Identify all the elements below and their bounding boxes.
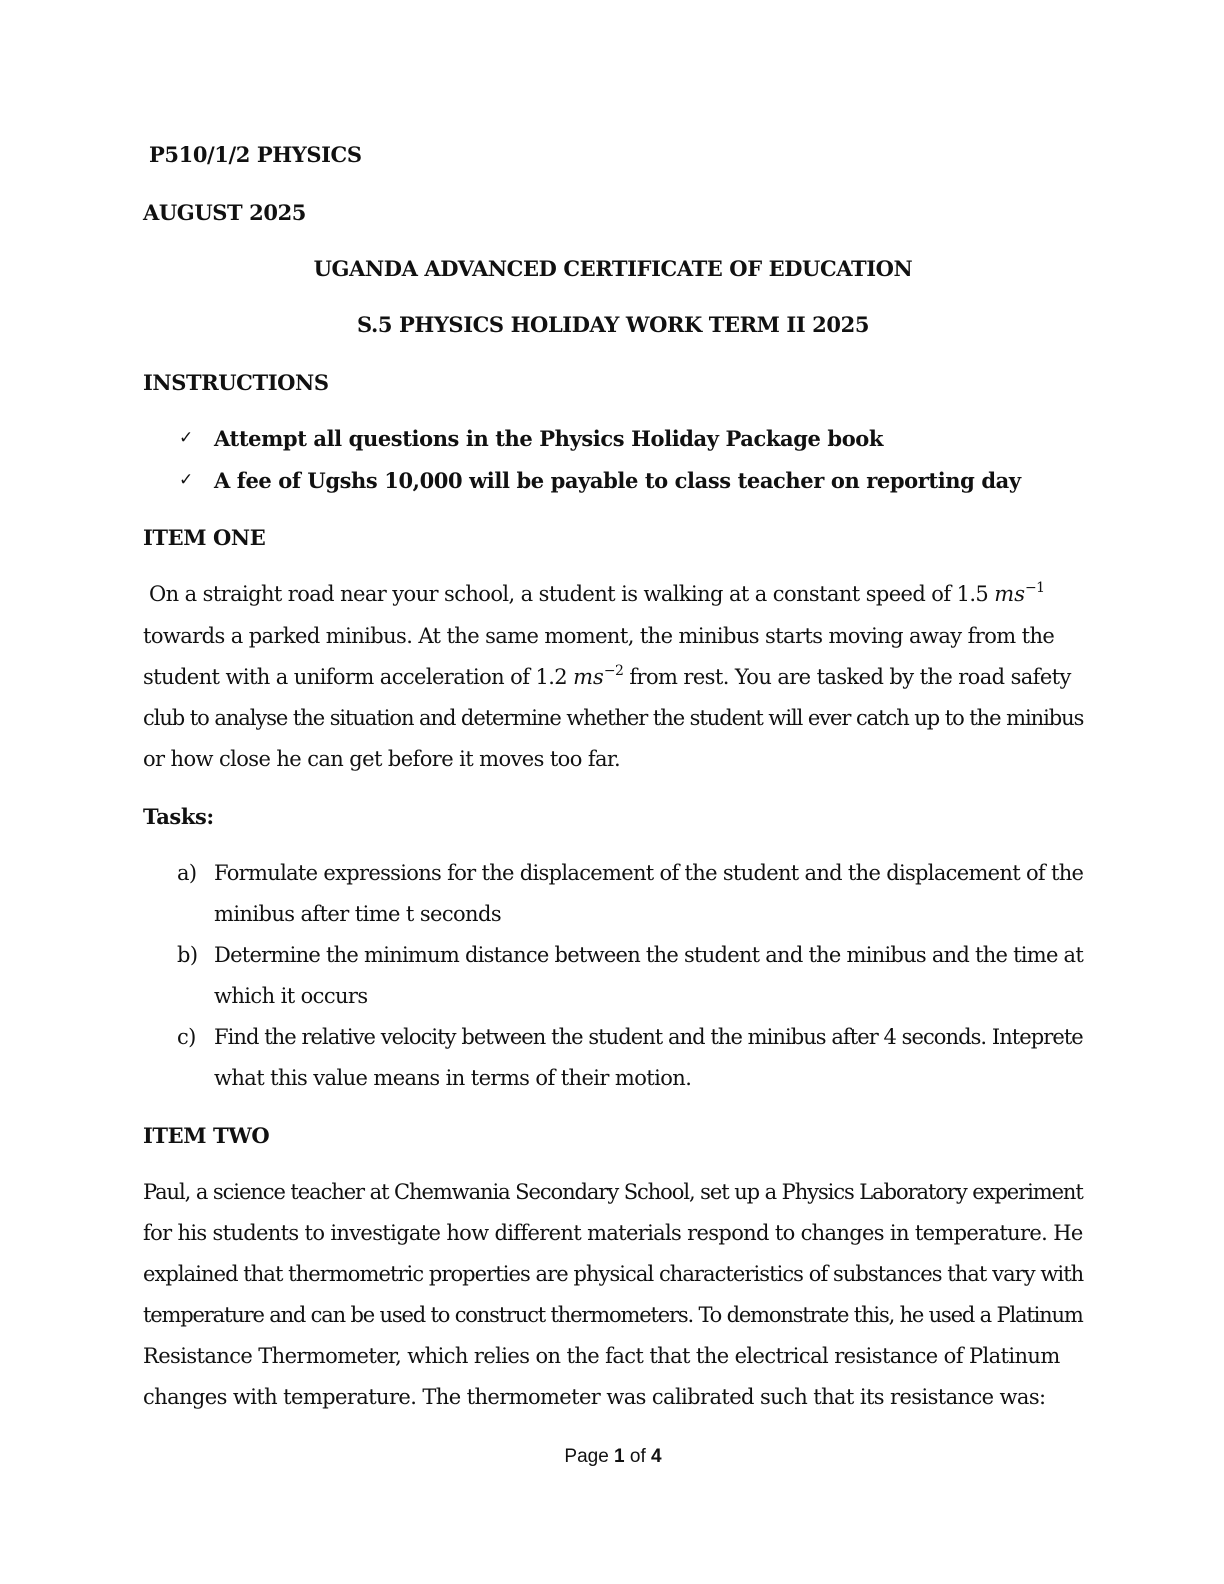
- paper-code: P510/1/2 PHYSICS: [149, 142, 362, 167]
- item-two-line: Resistance Thermometer, which relies on the fact that the electrical resistance of Platinum: [143, 1344, 1060, 1368]
- task-marker: a): [177, 861, 197, 885]
- item-two-line: changes with temperature. The thermometer was calibrated such that its resistance was:: [143, 1385, 1046, 1409]
- item-two-line: explained that thermometric properties are physical characteristics of substances that vary with: [143, 1262, 1084, 1286]
- check-icon: ✓: [179, 470, 194, 490]
- task-text: Formulate expressions for the displacement of the student and the displacement of the: [214, 861, 1084, 885]
- check-icon: ✓: [179, 428, 194, 448]
- total-pages: 4: [651, 1446, 662, 1467]
- document-title: S.5 PHYSICS HOLIDAY WORK TERM II 2025: [356, 312, 870, 337]
- acceleration-unit: ms: [573, 665, 604, 689]
- item-two-line: Paul, a science teacher at Chemwania Secondary School, set up a Physics Laboratory experiment: [143, 1180, 1083, 1204]
- exam-board: UGANDA ADVANCED CERTIFICATE OF EDUCATION: [313, 256, 913, 281]
- acceleration-value: 1.2: [535, 665, 568, 689]
- task-text: Find the relative velocity between the student and the minibus after 4 seconds. Inteprete: [214, 1025, 1083, 1049]
- item-one-text: student with a uniform acceleration of: [143, 665, 536, 689]
- speed-exponent: −1: [1024, 580, 1045, 596]
- page-number: [143, 1446, 1083, 1468]
- speed-value: 1.5: [956, 582, 989, 606]
- item-two-heading: ITEM TWO: [143, 1123, 270, 1148]
- task-marker: c): [177, 1025, 196, 1049]
- task-marker: b): [177, 943, 198, 967]
- speed-unit: ms: [994, 582, 1025, 606]
- item-one-line: [143, 665, 1071, 689]
- item-one-line: or how close he can get before it moves too far.: [143, 747, 621, 771]
- item-one-line: towards a parked minibus. At the same moment, the minibus starts moving away from the: [143, 624, 1055, 648]
- item-one-line: club to analyse the situation and determine whether the student will ever catch up to the minibus: [143, 706, 1084, 730]
- acceleration-exponent: −2: [603, 663, 624, 679]
- document-page: [143, 0, 1083, 1584]
- task-text: which it occurs: [214, 984, 368, 1008]
- task-text: minibus after time t seconds: [214, 902, 502, 926]
- tasks-heading: Tasks:: [143, 804, 214, 829]
- item-one-line: [149, 582, 1044, 606]
- task-text: Determine the minimum distance between the student and the minibus and the time at: [214, 943, 1084, 967]
- instruction-text: Attempt all questions in the Physics Holiday Package book: [214, 426, 884, 451]
- page-of-label: of: [624, 1446, 652, 1467]
- item-two-line: temperature and can be used to construct thermometers. To demonstrate this, he used a Platinum: [143, 1303, 1083, 1327]
- task-text: what this value means in terms of their motion.: [214, 1066, 692, 1090]
- instruction-text: A fee of Ugshs 10,000 will be payable to class teacher on reporting day: [214, 468, 1021, 493]
- item-one-text: from rest. You are tasked by the road safety: [623, 665, 1071, 689]
- exam-date: AUGUST 2025: [143, 200, 307, 225]
- item-one-text: On a straight road near your school, a student is walking at a constant speed of: [149, 582, 957, 606]
- item-two-line: for his students to investigate how different materials respond to changes in temperature. He: [143, 1221, 1083, 1245]
- instructions-heading: INSTRUCTIONS: [143, 370, 329, 395]
- page-label: Page: [564, 1446, 615, 1467]
- item-one-heading: ITEM ONE: [143, 525, 266, 550]
- current-page: 1: [614, 1446, 625, 1467]
